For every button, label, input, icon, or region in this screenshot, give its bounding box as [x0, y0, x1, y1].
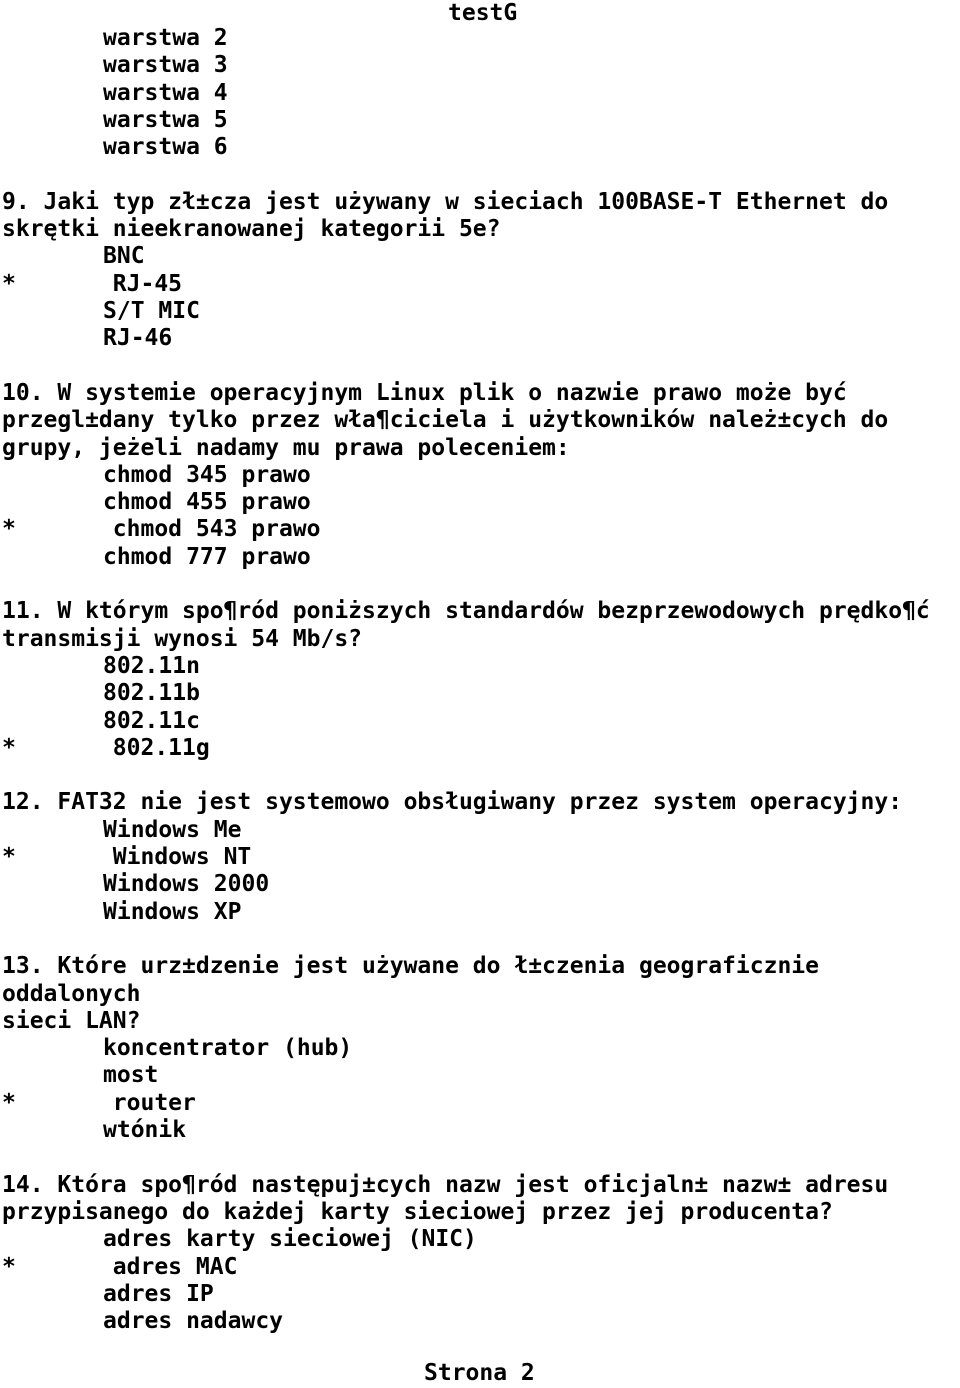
- answer-option: warstwa 3: [103, 52, 228, 79]
- correct-marker: *: [2, 516, 16, 543]
- answer-option: S/T MIC: [103, 298, 200, 324]
- page-footer: Strona 2: [424, 1360, 535, 1386]
- answer-option-correct: [2, 1254, 237, 1281]
- correct-marker: *: [2, 270, 16, 297]
- answer-option: most: [103, 1062, 159, 1089]
- answer-option-text: adres MAC: [112, 1253, 238, 1280]
- answer-option: koncentrator (hub): [103, 1035, 353, 1062]
- question-text: 13. Które urz±dzenie jest używane do ł±czenia geograficznie: [2, 953, 819, 980]
- question-text: przegl±dany tylko przez wła¶ciciela i użytkowników należ±cych do: [2, 407, 889, 434]
- answer-option-correct: [2, 735, 210, 762]
- question-text: 9. Jaki typ zł±cza jest używany w sieciach 100BASE-T Ethernet do: [2, 188, 889, 215]
- answer-option: chmod 777 prawo: [103, 543, 311, 570]
- answer-option-correct: [2, 516, 321, 543]
- answer-option: BNC: [103, 243, 145, 270]
- question-text: transmisji wynosi 54 Mb/s?: [2, 625, 363, 652]
- question-text: grupy, jeżeli nadamy mu prawa poleceniem:: [2, 434, 570, 461]
- answer-option: chmod 345 prawo: [103, 461, 311, 488]
- answer-option-correct: [2, 844, 251, 871]
- correct-marker: *: [2, 1089, 16, 1116]
- answer-option: adres IP: [103, 1280, 214, 1307]
- correct-marker: *: [2, 734, 16, 761]
- question-text: 10. W systemie operacyjnym Linux plik o nazwie prawo może być: [2, 379, 847, 406]
- answer-option: warstwa 6: [103, 134, 228, 161]
- page-title: testG: [448, 0, 518, 26]
- answer-option-text: RJ-45: [112, 270, 183, 297]
- correct-marker: *: [2, 1253, 16, 1280]
- answer-option: Windows 2000: [103, 871, 270, 898]
- correct-marker: *: [2, 844, 16, 870]
- question-text: oddalonych: [2, 980, 141, 1007]
- answer-option: Windows XP: [103, 898, 242, 925]
- answer-option-text: 802.11g: [112, 734, 210, 761]
- answer-option: 802.11b: [103, 680, 200, 707]
- answer-option: wtónik: [103, 1117, 187, 1143]
- answer-option: 802.11c: [103, 707, 200, 734]
- answer-option-correct: [2, 1090, 196, 1117]
- answer-option: chmod 455 prawo: [103, 489, 311, 516]
- answer-option-text: router: [112, 1089, 196, 1116]
- answer-option-text: chmod 543 prawo: [112, 516, 321, 543]
- answer-option-correct: [2, 271, 182, 298]
- answer-option: warstwa 2: [103, 25, 228, 51]
- question-text: 12. FAT32 nie jest systemowo obsługiwany przez system operacyjny:: [2, 789, 903, 816]
- answer-option: warstwa 5: [103, 106, 228, 133]
- answer-option: 802.11n: [103, 652, 200, 679]
- answer-option-text: Windows NT: [112, 844, 252, 870]
- question-text: 14. Która spo¶ród następuj±cych nazw jest oficjaln± nazw± adresu: [2, 1171, 889, 1198]
- question-text: skrętki nieekranowanej kategorii 5e?: [2, 216, 501, 243]
- question-text: sieci LAN?: [2, 1007, 141, 1034]
- answer-option: warstwa 4: [103, 79, 228, 106]
- question-text: 11. W którym spo¶ród poniższych standardów bezprzewodowych prędko¶ć: [2, 598, 930, 625]
- question-text: przypisanego do każdej karty sieciowej przez jej producenta?: [2, 1198, 833, 1225]
- answer-option: adres karty sieciowej (NIC): [103, 1226, 477, 1253]
- answer-option: RJ-46: [103, 325, 173, 352]
- answer-option: Windows Me: [103, 816, 242, 843]
- answer-option: adres nadawcy: [103, 1308, 284, 1335]
